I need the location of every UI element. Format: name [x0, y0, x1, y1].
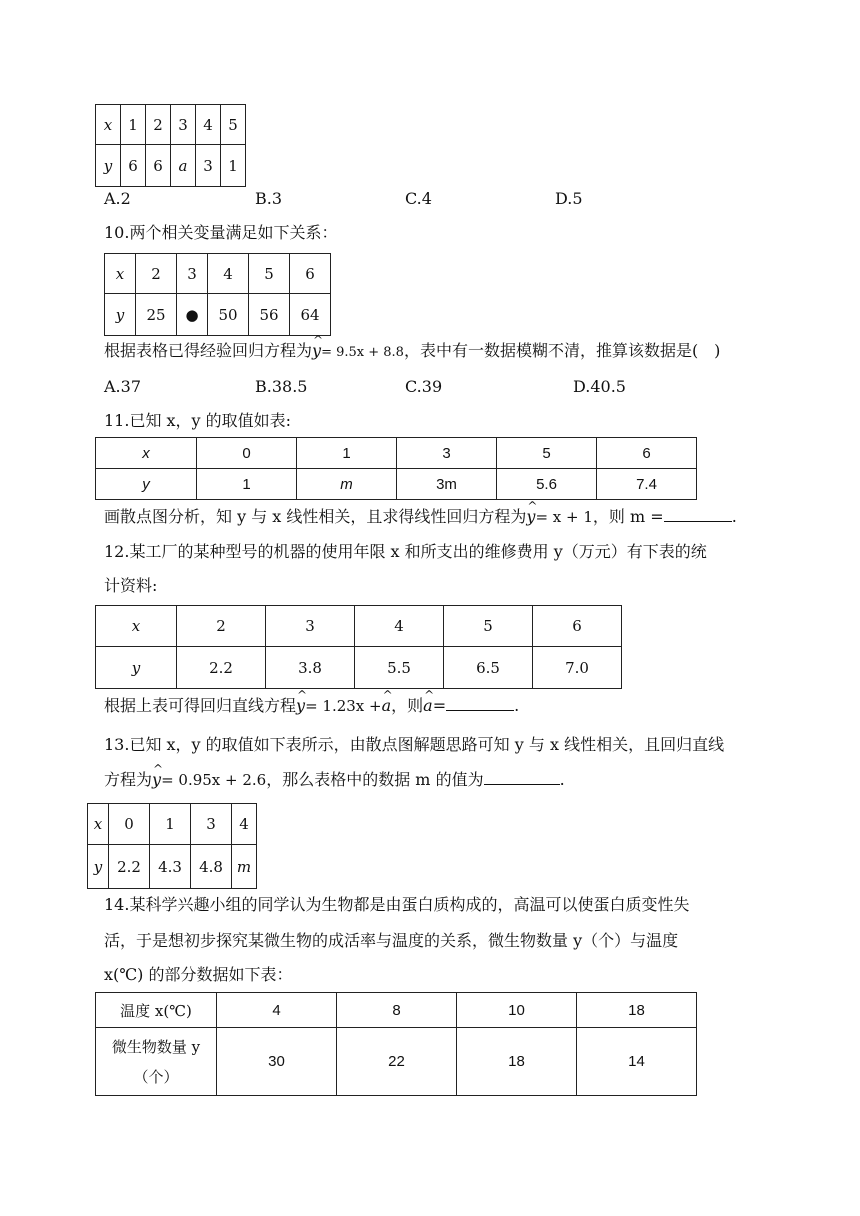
q11-text-post: ，则 m =	[592, 507, 664, 526]
table-cell: 6	[597, 438, 697, 469]
q14-stem-line2: 活，于是想初步探究某微生物的成活率与温度的关系，微生物数量 y（个）与温度	[104, 931, 679, 950]
q12-text	[104, 696, 519, 716]
table-cell: 30	[217, 1028, 337, 1096]
table-cell: 0	[109, 804, 150, 845]
q12-end: .	[514, 696, 520, 715]
q12-stem-line2: 计资料:	[104, 576, 158, 595]
table-cell: y	[105, 294, 136, 336]
q13-end: .	[559, 770, 565, 789]
q11-end: .	[731, 507, 737, 526]
option-d: D.5	[555, 189, 583, 208]
table-cell: ●	[177, 294, 208, 336]
table-cell: 56	[249, 294, 290, 336]
option-c: C.4	[405, 189, 432, 208]
table-cell: 4	[232, 804, 257, 845]
q13-stem-pre: 方程为	[104, 770, 153, 789]
table-cell: 3	[177, 254, 208, 294]
table-cell: 1	[150, 804, 191, 845]
q12-stem-line1: 12.某工厂的某种型号的机器的使用年限 x 和所支出的维修费用 y（万元）有下表的统	[104, 542, 707, 561]
table-cell: 0	[197, 438, 297, 469]
table-cell: a	[171, 145, 196, 187]
table-cell: 2	[136, 254, 177, 294]
table-cell: 2.2	[109, 845, 150, 889]
option-b: B.3	[255, 189, 283, 208]
table-cell: 2.2	[177, 647, 266, 689]
y-hat: ^ y	[152, 770, 161, 790]
q10-text-pre: 根据表格已得经验回归方程为	[104, 341, 313, 360]
y-hat: ^ y	[312, 341, 321, 361]
table-cell: x	[96, 105, 121, 145]
q10-equation: = 9.5x + 8.8	[321, 345, 404, 360]
q9-table	[95, 104, 246, 187]
q11-text-pre: 画散点图分析，知 y 与 x 线性相关，且求得线性回归方程为	[104, 507, 527, 526]
table-cell: 3	[191, 804, 232, 845]
answer-blank[interactable]	[484, 770, 560, 785]
table-cell: 4	[196, 105, 221, 145]
table-cell: 3.8	[266, 647, 355, 689]
option-c: C.39	[405, 377, 443, 396]
table-cell: 1	[197, 469, 297, 500]
table-cell: 64	[290, 294, 331, 336]
table-cell: 14	[577, 1028, 697, 1096]
option-a: A.37	[104, 377, 141, 396]
table-cell: 25	[136, 294, 177, 336]
a-hat: ^ a	[382, 696, 392, 716]
table-cell: 8	[337, 993, 457, 1028]
table-header-cell: 温度 x(℃)	[96, 993, 217, 1028]
table-cell: 6.5	[444, 647, 533, 689]
q13-stem-post: ，那么表格中的数据 m 的值为	[266, 770, 484, 789]
table-cell: x	[96, 606, 177, 647]
table-cell: 10	[457, 993, 577, 1028]
q13-stem-line2	[104, 770, 565, 790]
table-cell: 4	[355, 606, 444, 647]
table-cell: y	[88, 845, 109, 889]
q13-equation: = 0.95x + 2.6	[161, 771, 267, 789]
q11-equation: = x + 1	[535, 508, 593, 526]
table-cell: y	[96, 145, 121, 187]
option-d: D.40.5	[573, 377, 626, 396]
table-cell: 5	[221, 105, 246, 145]
table-cell: 1	[221, 145, 246, 187]
q13-table	[87, 803, 257, 889]
table-cell: 3	[196, 145, 221, 187]
table-cell: 1	[121, 105, 146, 145]
q10-table	[104, 253, 331, 336]
table-cell: 2	[146, 105, 171, 145]
table-cell: 22	[337, 1028, 457, 1096]
table-cell: 7.0	[533, 647, 622, 689]
table-cell: 18	[577, 993, 697, 1028]
table-header-cell	[96, 1028, 217, 1096]
table-cell: m	[297, 469, 397, 500]
q10-stem: 10.两个相关变量满足如下关系：	[104, 223, 338, 242]
answer-blank[interactable]	[446, 696, 514, 711]
table-cell: 6	[146, 145, 171, 187]
table-cell: 5.6	[497, 469, 597, 500]
q14-stem-line3: x(℃) 的部分数据如下表：	[104, 965, 293, 984]
table-cell: y	[96, 469, 197, 500]
table-cell: x	[88, 804, 109, 845]
q11-stem: 11.已知 x，y 的取值如表:	[104, 411, 292, 430]
table-cell: 3	[266, 606, 355, 647]
table-cell: 5	[249, 254, 290, 294]
q14-table	[95, 992, 697, 1096]
q11-table	[95, 437, 697, 500]
table-cell: 6	[290, 254, 331, 294]
table-cell: 2	[177, 606, 266, 647]
table-cell: 7.4	[597, 469, 697, 500]
q12-table	[95, 605, 622, 689]
q12-text-eq: =	[432, 696, 447, 715]
a-hat: ^ a	[423, 696, 433, 716]
table-cell: 5	[444, 606, 533, 647]
table-cell: 4.8	[191, 845, 232, 889]
q10-text-post: ，表中有一数据模糊不清，推算该数据是( )	[403, 341, 721, 360]
row-label: 微生物数量 y	[111, 1037, 201, 1056]
row-label-unit: （个）	[133, 1067, 179, 1086]
q13-stem-line1: 13.已知 x，y 的取值如下表所示，由散点图解题思路可知 y 与 x 线性相关，且回归直线	[104, 735, 725, 754]
q12-text-mid: ，则	[391, 696, 424, 715]
table-cell: x	[96, 438, 197, 469]
table-cell: 4	[208, 254, 249, 294]
q12-equation: = 1.23x +	[305, 697, 382, 715]
option-b: B.38.5	[255, 377, 308, 396]
q12-text-pre: 根据上表可得回归直线方程	[104, 696, 297, 715]
q10-text	[104, 341, 720, 363]
q11-text	[104, 507, 737, 527]
table-cell: 6	[533, 606, 622, 647]
table-cell: 4.3	[150, 845, 191, 889]
q14-stem-line1: 14.某科学兴趣小组的同学认为生物都是由蛋白质构成的，高温可以使蛋白质变性失	[104, 895, 690, 914]
table-cell: 5	[497, 438, 597, 469]
table-cell: 1	[297, 438, 397, 469]
table-cell: m	[232, 845, 257, 889]
table-cell: 4	[217, 993, 337, 1028]
table-cell: 18	[457, 1028, 577, 1096]
table-cell: x	[105, 254, 136, 294]
y-hat: ^ y	[526, 507, 535, 527]
table-cell: 3m	[397, 469, 497, 500]
table-cell: 50	[208, 294, 249, 336]
table-cell: 3	[171, 105, 196, 145]
table-cell: 5.5	[355, 647, 444, 689]
answer-blank[interactable]	[664, 507, 732, 522]
option-a: A.2	[104, 189, 131, 208]
y-hat: ^ y	[296, 696, 305, 716]
table-cell: 3	[397, 438, 497, 469]
table-cell: y	[96, 647, 177, 689]
table-cell: 6	[121, 145, 146, 187]
